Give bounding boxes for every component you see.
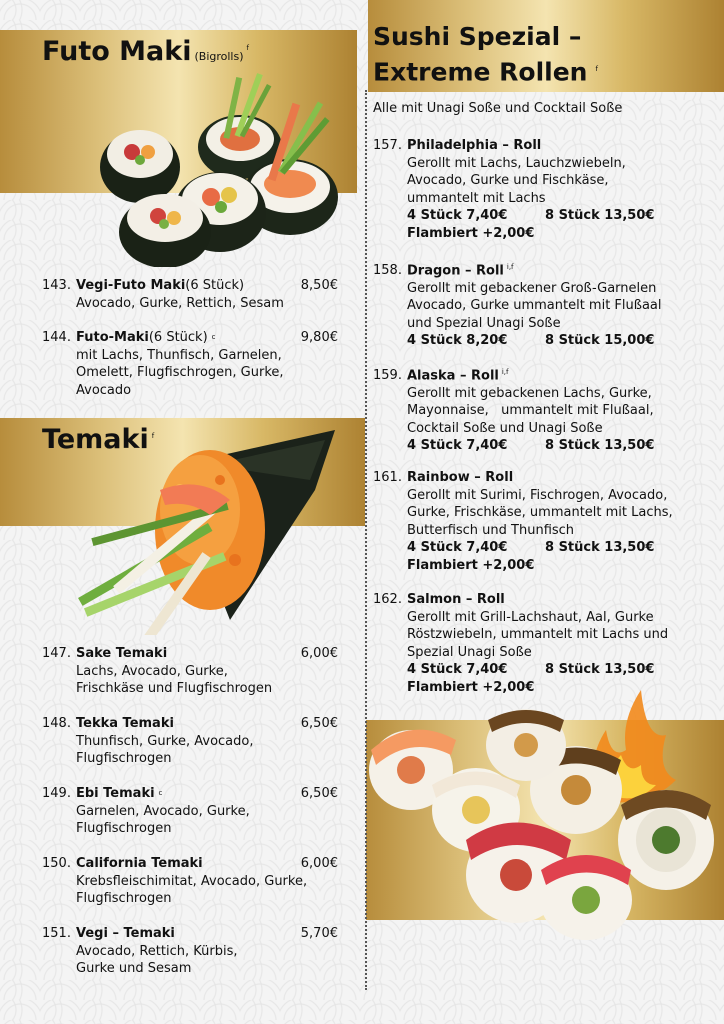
temaki-photo [60, 420, 340, 635]
temaki-item-151 [42, 925, 338, 978]
spezial-item-161 [373, 469, 693, 574]
price-4: 4 Stück 8,20€ [407, 333, 508, 349]
temaki-mark: f [151, 432, 155, 440]
item-desc-line: Gerollt mit Lachs, Lauchzwiebeln, [407, 155, 626, 171]
item-price: 6,00€ [300, 856, 338, 871]
item-desc-line: Spezial Unagi Soße [407, 644, 532, 660]
item-desc-line: Krebsfleischimitat, Avocado, Gurke, [76, 873, 308, 889]
item-number: 162. [373, 592, 402, 607]
price-8: 8 Stück 13,50€ [545, 540, 655, 555]
item-desc-line: Thunfisch, Gurke, Avocado, [76, 733, 254, 749]
price-4: 4 Stück 7,40€ [407, 208, 508, 223]
futo-item-143 [42, 277, 338, 312]
price-8: 8 Stück 13,50€ [545, 438, 655, 454]
item-desc-line: Röstzwiebeln, ummantelt mit Lachs und [407, 627, 669, 642]
item-number: 161. [373, 470, 402, 485]
item-mark: i,f [506, 263, 514, 271]
item-desc-line: Gurke, Frischkäse, ummantelt mit Lachs, [407, 505, 673, 520]
item-number: 147. [42, 646, 71, 661]
item-price: 9,80€ [300, 330, 338, 345]
item-price: 6,50€ [300, 716, 338, 731]
futo-mark: f [246, 44, 249, 52]
item-qty: (6 Stück) [185, 278, 245, 293]
price-4: 4 Stück 7,40€ [407, 662, 508, 677]
price-4: 4 Stück 7,40€ [407, 540, 508, 555]
item-name: California Temaki [76, 856, 203, 871]
sushi-rolls-photo [366, 680, 724, 945]
item-number: 151. [42, 926, 71, 941]
item-desc-line: Avocado [76, 382, 132, 398]
temaki-item-147 [42, 645, 338, 698]
item-desc-line: ummantelt mit Lachs [407, 190, 546, 206]
item-desc-line: Mayonnaise, ummantelt mit Flußaal, [407, 403, 654, 419]
spezial-title [373, 20, 598, 88]
item-number: 149. [42, 786, 71, 801]
item-name: Alaska – Roll [407, 368, 499, 384]
item-desc-line: Gurke und Sesam [76, 961, 192, 976]
temaki-title-text: Temaki [42, 424, 149, 455]
spezial-intro: Alle mit Unagi Soße und Cocktail Soße [373, 101, 623, 116]
spezial-title-line1: Sushi Spezial – [373, 22, 582, 51]
temaki-item-148 [42, 715, 338, 768]
item-desc-line: Avocado, Rettich, Kürbis, [76, 943, 238, 959]
item-name: Sake Temaki [76, 646, 168, 661]
item-desc-line: Butterfisch und Thunfisch [407, 522, 575, 538]
item-name: Tekka Temaki [76, 716, 174, 731]
item-desc-line: Lachs, Avocado, Gurke, [76, 663, 228, 679]
item-name: Futo-Maki [76, 330, 149, 345]
price-8: 8 Stück 15,00€ [545, 333, 655, 349]
item-name: Rainbow – Roll [407, 470, 514, 485]
item-price: 6,00€ [300, 646, 338, 661]
temaki-item-149 [42, 785, 338, 838]
flambe-price: Flambiert +2,00€ [407, 225, 535, 241]
item-number: 143. [42, 278, 71, 293]
price-4: 4 Stück 7,40€ [407, 438, 508, 454]
flambe-price: Flambiert +2,00€ [407, 679, 535, 695]
item-desc-line: Gerollt mit gebackener Groß-Garnelen [407, 280, 657, 296]
item-desc-line: Gerollt mit Grill-Lachshaut, Aal, Gurke [407, 609, 654, 625]
item-price: 5,70€ [300, 926, 338, 941]
item-number: 150. [42, 856, 71, 871]
item-name: Vegi-Futo Maki [76, 278, 186, 293]
item-price: 6,50€ [300, 786, 338, 801]
item-desc-line: und Spezial Unagi Soße [407, 315, 561, 331]
item-number: 148. [42, 716, 71, 731]
item-desc-line: Gerollt mit Surimi, Fischrogen, Avocado, [407, 487, 668, 503]
item-desc-line: Frischkäse und Flugfischrogen [76, 681, 273, 696]
item-desc-line: Gerollt mit gebackenen Lachs, Gurke, [407, 385, 652, 401]
item-mark: c [158, 789, 163, 797]
item-price: 8,50€ [300, 278, 338, 293]
item-desc-line: Avocado, Gurke und Fischkäse, [407, 173, 609, 188]
item-name: Philadelphia – Roll [407, 138, 542, 153]
item-desc-line: Omelett, Flugfischrogen, Gurke, [76, 365, 284, 380]
item-name: Dragon – Roll [407, 263, 504, 279]
futo-item-144 [42, 329, 338, 399]
price-8: 8 Stück 13,50€ [545, 662, 655, 677]
item-desc-line: Avocado, Gurke ummantelt mit Flußaal [407, 298, 662, 314]
spezial-item-159 [373, 364, 693, 455]
item-number: 159. [373, 368, 402, 384]
item-mark: i,f [501, 368, 509, 376]
spezial-title-line2: Extreme Rollen [373, 57, 588, 87]
item-number: 157. [373, 138, 402, 153]
item-name: Salmon – Roll [407, 592, 505, 607]
item-desc: Avocado, Gurke, Rettich, Sesam [76, 295, 284, 311]
spezial-item-157 [373, 137, 693, 242]
price-8: 8 Stück 13,50€ [545, 208, 655, 223]
flambe-price: Flambiert +2,00€ [407, 557, 535, 573]
spezial-mark: f [595, 65, 598, 73]
futo-maki-photo [80, 52, 370, 267]
temaki-item-150 [42, 855, 338, 908]
item-desc-line: Cocktail Soße und Unagi Soße [407, 420, 603, 436]
futo-subtitle: (Bigrolls) [194, 50, 244, 63]
item-desc-line: Flugfischrogen [76, 891, 172, 906]
item-number: 158. [373, 263, 402, 279]
item-name: Ebi Temaki [76, 786, 155, 801]
item-number: 144. [42, 330, 71, 345]
spezial-item-158 [373, 259, 693, 350]
item-desc-line: Garnelen, Avocado, Gurke, [76, 803, 250, 819]
item-desc-line: mit Lachs, Thunfisch, Garnelen, [76, 347, 282, 363]
futo-title-text: Futo Maki [42, 36, 192, 67]
item-mark: c [211, 333, 216, 341]
item-qty: (6 Stück) [148, 330, 208, 345]
item-name: Vegi – Temaki [76, 926, 175, 941]
item-desc-line: Flugfischrogen [76, 751, 172, 766]
item-desc-line: Flugfischrogen [76, 821, 172, 836]
